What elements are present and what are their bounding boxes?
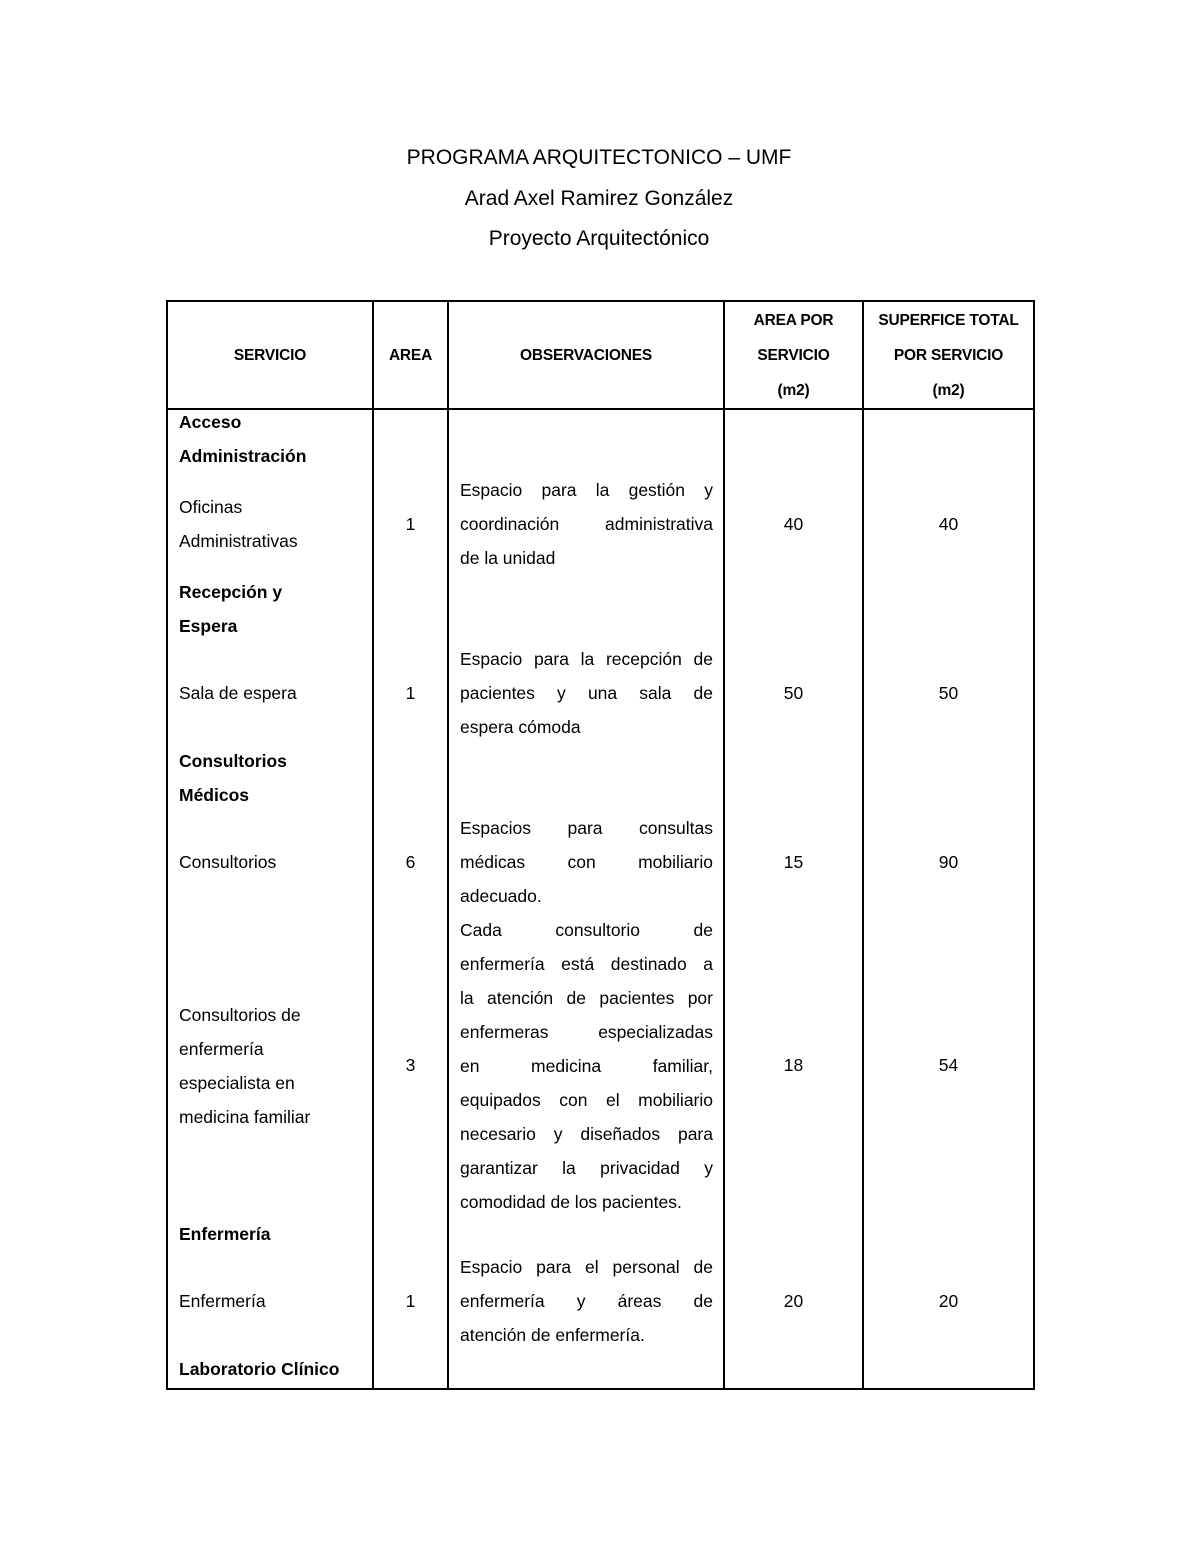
column-header-area-por-servicio: AREA POR SERVICIO (m2) [724, 301, 863, 409]
area-per-service-value: 20 [783, 1291, 804, 1311]
document-subject: Proyecto Arquitectónico [488, 227, 710, 250]
area-per-service-value: 40 [783, 514, 804, 534]
section-title-recepcion-espera: Recepción y Espera [179, 582, 283, 636]
service-name: Consultorios de enfermería especialista en medicina familiar [179, 1005, 311, 1127]
total-surface-value: 20 [938, 1291, 959, 1311]
observation-text: Cada consultorio de enfermería está destinado a la atención de pacientes por enfermeras especializadas en medicina familiar, equipados con el mobiliario necesario y diseñados para garantizar la privacidad y comodidad de los pacientes. [460, 920, 713, 1212]
total-surface-value: 40 [938, 514, 959, 534]
observation-text: Espacio para el personal de enfermería y áreas de atención de enfermería. [460, 1257, 713, 1345]
service-name: Oficinas Administrativas [179, 497, 298, 551]
column-header-area: AREA [373, 301, 448, 409]
area-per-service-value: 15 [783, 852, 804, 872]
architectural-program-table [166, 300, 1035, 1390]
section-title-consultorios-medicos: Consultorios Médicos [179, 751, 287, 805]
section-title-laboratorio-clinico: Laboratorio Clínico [179, 1359, 340, 1379]
document-title: PROGRAMA ARQUITECTONICO – UMF [406, 146, 792, 169]
total-surface-value: 54 [938, 1055, 959, 1075]
document-author: Arad Axel Ramirez González [464, 186, 734, 210]
area-por-servicio-column [724, 409, 863, 1389]
area-per-service-value: 18 [783, 1055, 804, 1075]
service-name: Sala de espera [179, 683, 297, 703]
column-header-superficie-total: SUPERFICE TOTAL POR SERVICIO (m2) [863, 301, 1034, 409]
area-value: 1 [405, 1291, 416, 1311]
service-name: Enfermería [179, 1291, 266, 1311]
superficie-total-column [863, 409, 1034, 1389]
observaciones-column [448, 409, 724, 1389]
section-title-enfermeria: Enfermería [179, 1224, 271, 1244]
area-value: 1 [405, 514, 416, 534]
total-surface-value: 50 [938, 683, 959, 703]
total-surface-value: 90 [938, 852, 959, 872]
area-value: 6 [405, 852, 416, 872]
table-body-row [167, 409, 1034, 1389]
area-value: 3 [405, 1055, 416, 1075]
area-value: 1 [405, 683, 416, 703]
section-title-acceso-administracion: Acceso Administración [179, 412, 307, 466]
service-name: Consultorios [179, 852, 277, 872]
document-header [0, 138, 1198, 260]
area-column [373, 409, 448, 1389]
observation-text: Espacio para la recepción de pacientes y una sala de espera cómoda [460, 649, 713, 737]
column-header-servicio: SERVICIO [167, 301, 373, 409]
table-header-row [167, 301, 1034, 409]
servicio-column [167, 409, 373, 1389]
column-header-observaciones: OBSERVACIONES [448, 301, 724, 409]
observation-text: Espacios para consultas médicas con mobiliario adecuado. [460, 818, 713, 906]
area-per-service-value: 50 [783, 683, 804, 703]
observation-text: Espacio para la gestión y coordinación administrativa de la unidad [460, 480, 713, 568]
